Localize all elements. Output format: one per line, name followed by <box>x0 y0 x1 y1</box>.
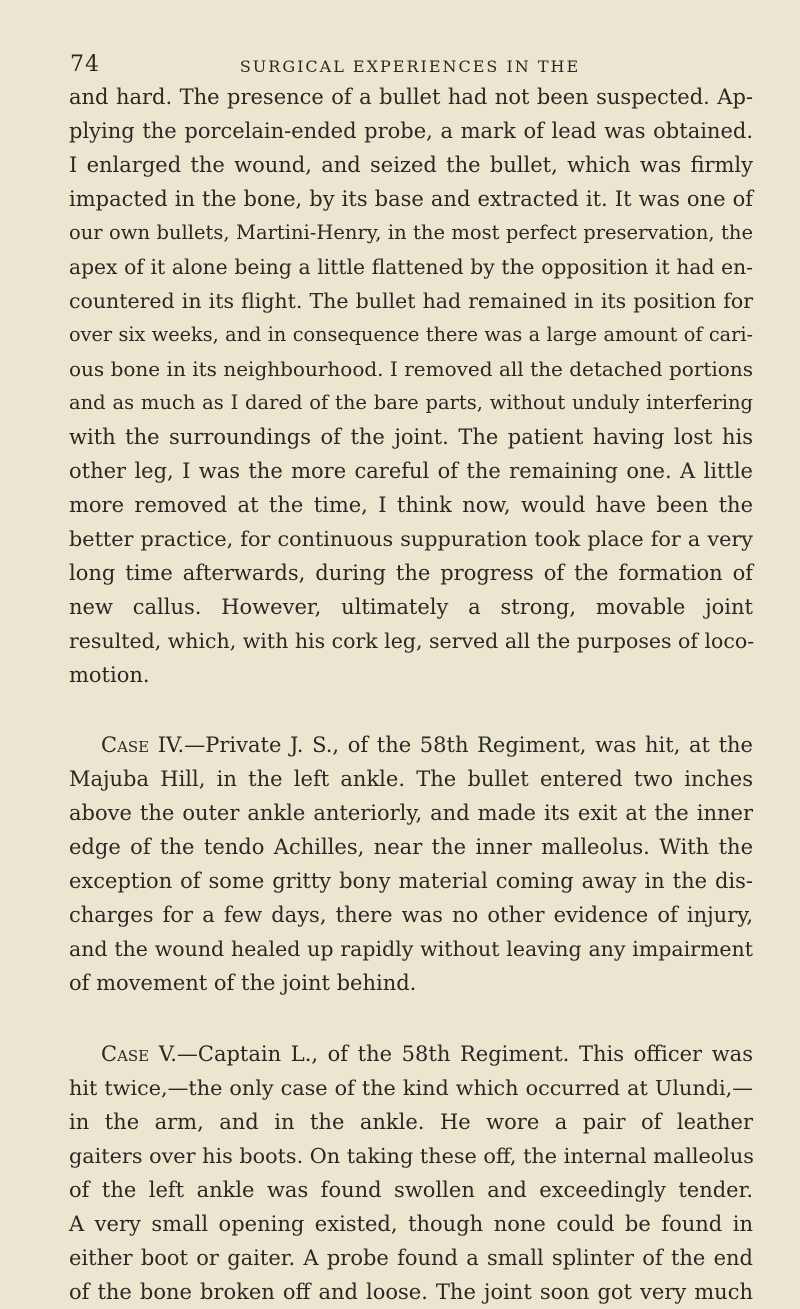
text-line: hit twice,—the only case of the kind which occurred at Ulundi,— <box>69 1076 753 1100</box>
text-line: over six weeks, and in consequence there was a large amount of cari- <box>69 323 753 346</box>
text-line: more removed at the time, I think now, would have been the <box>69 493 753 517</box>
text-line: other leg, I was the more careful of the remaining one. A little <box>69 459 753 483</box>
text-line: of the bone broken off and loose. The joint soon got very much <box>69 1280 753 1304</box>
text-line: either boot or gaiter. A probe found a small splinter of the end <box>69 1246 753 1270</box>
text-line: ous bone in its neighbourhood. I removed all the detached portions <box>69 357 753 381</box>
text-line: in the arm, and in the ankle. He wore a pair of leather <box>69 1110 753 1134</box>
text-line: better practice, for continuous suppuration took place for a very <box>69 527 753 551</box>
text-line: new callus. However, ultimately a strong, movable joint <box>69 595 753 619</box>
text-run: —Private J. S., of the 58th Regiment, was hit, at the <box>184 733 753 757</box>
text-line: and the wound healed up rapidly without leaving any impairment <box>69 937 753 961</box>
text-line <box>101 1037 753 1071</box>
text-line: long time afterwards, during the progress of the formation of <box>69 561 753 585</box>
text-line: charges for a few days, there was no other evidence of injury, <box>69 903 753 927</box>
text-line: edge of the tendo Achilles, near the inner malleolus. With the <box>69 835 753 859</box>
text-line: gaiters over his boots. On taking these off, the internal malleolus <box>69 1144 754 1168</box>
text-line: plying the porcelain-ended probe, a mark of lead was obtained. <box>69 119 753 143</box>
text-line: I enlarged the wound, and seized the bullet, which was firmly <box>69 153 753 177</box>
text-line: with the surroundings of the joint. The patient having lost his <box>69 425 753 449</box>
text-line: our own bullets, Martini-Henry, in the most perfect preservation, the <box>69 221 753 244</box>
text-line: of movement of the joint behind. <box>69 971 417 995</box>
page-number: 74 <box>70 52 100 77</box>
text-line <box>101 728 753 762</box>
text-line: Majuba Hill, in the left ankle. The bullet entered two inches <box>69 767 753 791</box>
text-run: —Captain L., of the 58th Regiment. This officer was <box>176 1042 753 1066</box>
text-line: A very small opening existed, though none could be found in <box>69 1212 753 1236</box>
text-line: countered in its flight. The bullet had remained in its position for <box>69 289 753 313</box>
text-line: impacted in the bone, by its base and extracted it. It was one of <box>69 187 753 211</box>
case-label: Case IV. <box>101 733 185 757</box>
text-line: above the outer ankle anteriorly, and made its exit at the inner <box>69 801 753 825</box>
text-line: resulted, which, with his cork leg, served all the purposes of loco- <box>69 629 755 653</box>
text-line: exception of some gritty bony material coming away in the dis- <box>69 869 753 893</box>
case-label: Case V. <box>101 1042 177 1066</box>
text-line: of the left ankle was found swollen and exceedingly tender. <box>69 1178 753 1202</box>
text-line: apex of it alone being a little flattened by the opposition it had en- <box>69 255 753 279</box>
text-line: and hard. The presence of a bullet had not been suspected. Ap- <box>69 85 753 109</box>
text-line: motion. <box>69 663 150 687</box>
running-title: SURGICAL EXPERIENCES IN THE <box>239 57 581 76</box>
text-line: and as much as I dared of the bare parts, without unduly interfering <box>69 391 753 414</box>
